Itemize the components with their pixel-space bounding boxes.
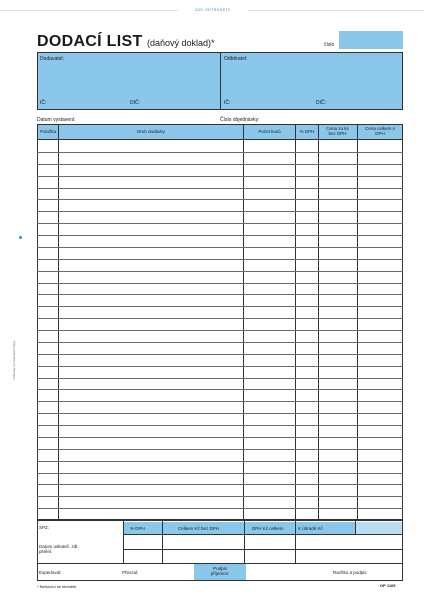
table-row [37,496,403,497]
supplier-ic: IČ: [40,100,47,106]
taxable-date-label: Datum uskuteč. zdl. plnění: [39,544,79,554]
number-field[interactable] [339,31,403,49]
amount-due-label: K úhradě Kč [298,526,323,531]
table-row [37,449,403,450]
supplier-label: Dodavatel: [40,56,64,62]
table-row [37,306,403,307]
punch-hole-mark [19,236,22,239]
footer-top-line [37,520,403,521]
table-row [37,437,403,438]
number-label: číslo [324,42,335,48]
supplier-dic: DIČ: [130,100,140,106]
footer-col-3 [295,521,296,563]
table-row [37,354,403,355]
col-header-description: Druh dodávky [137,129,165,134]
signature-label: Podpis příjemce: [210,566,230,576]
col-header-item: Položka [39,129,56,134]
table-row [37,389,403,390]
table-row [37,247,403,248]
footer-col-1 [162,521,163,563]
table-row [37,176,403,177]
footer-col-0 [123,521,124,563]
col-header-total-price: Cena celkem s DPH [365,126,395,136]
table-row [37,318,403,319]
form-code: OP 1105 [380,583,396,588]
amount-due-field[interactable] [356,522,402,534]
table-row [37,508,403,509]
col-header-vat-rate: % DPH [299,129,315,134]
customer-ic: IČ: [224,100,231,106]
table-row [37,271,403,272]
col-header-quantity: Počet kusů [258,129,281,134]
spz-label: SPZ: [39,525,50,530]
title-main: DODACÍ LIST [37,33,143,50]
title-sub: (daňový doklad)* [146,38,215,48]
table-row [37,211,403,212]
side-imprint: Tiskopisy pro kancelář, Optys [12,340,16,380]
table-row [37,413,403,414]
customer-label: Odběratel: [224,56,248,62]
footer-row-line [123,549,403,550]
order-number-label: Číslo objednávky: [220,117,260,123]
table-row [37,259,403,260]
table-row [37,283,403,284]
tear-off-label: ZDE ODTRHNĚTE [178,7,248,14]
customer-dic: DIČ: [316,100,326,106]
footer-right-border [402,520,403,581]
table-row [37,294,403,295]
header-bottom-line [37,139,403,140]
footer-left-border [37,520,38,581]
vat-percent-label: % DPH [130,526,145,531]
table-row [37,378,403,379]
table-row [37,461,403,462]
footnote: * Nehodící se škrtněte [37,584,77,589]
table-row [37,425,403,426]
table-row [37,484,403,485]
issue-date-label: Datum vystavení: [37,117,76,123]
footer-col-2 [244,521,245,563]
table-row [37,235,403,236]
table-row [37,342,403,343]
table-row [37,152,403,153]
table-row [37,401,403,402]
shipped-by-label: Expedoval: [39,570,62,575]
received-by-label: Převzal: [122,570,139,575]
stamp-label: Razítko a podpis [333,570,367,575]
table-row [37,330,403,331]
table-row [37,473,403,474]
col-header-unit-price: Cena za ks bez DPH [326,126,349,136]
table-row [37,188,403,189]
table-row [37,164,403,165]
vat-total-label: DPH Kč celkem [252,526,284,531]
document-title [37,33,215,51]
table-row [37,223,403,224]
table-row [37,366,403,367]
total-without-vat-label: Celkem Kč bez DPH [178,526,220,531]
table-row [37,199,403,200]
footer-bottom-line [37,580,403,581]
footer-band-bottom [123,534,403,535]
parties-divider [220,52,221,110]
